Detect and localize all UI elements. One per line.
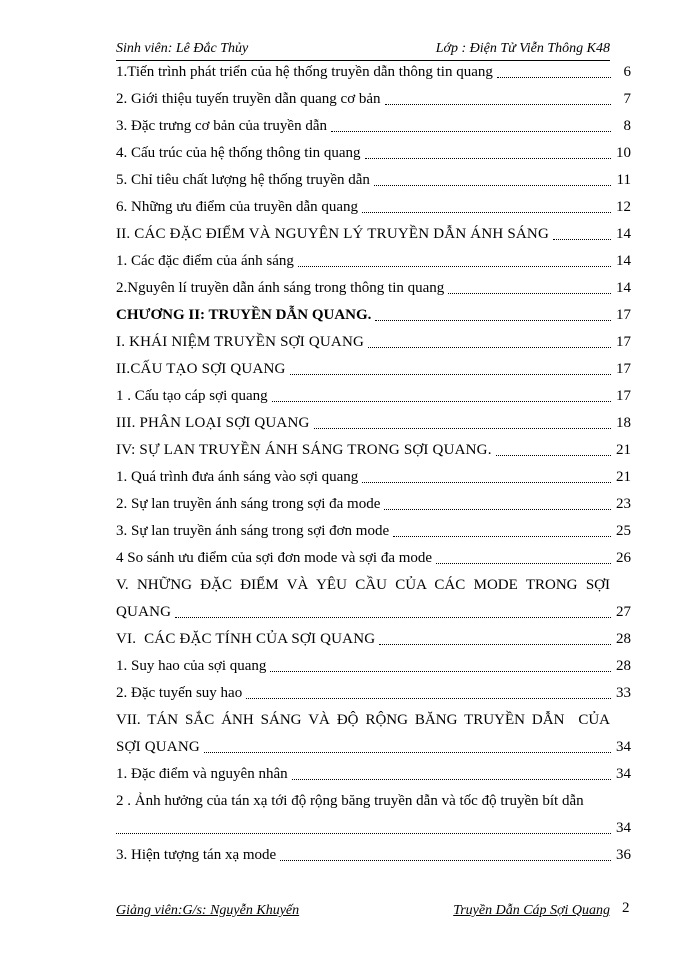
toc-entry[interactable] xyxy=(116,220,631,247)
toc-entry-page: 34 xyxy=(616,766,631,782)
toc-entry-page: 7 xyxy=(623,91,631,107)
header-student: Sinh viên: Lê Đắc Thủy xyxy=(116,41,249,56)
toc-entry[interactable] xyxy=(116,544,631,571)
toc-entry-title: 2. Sự lan truyền ánh sáng trong sợi đa mode xyxy=(116,496,381,512)
toc-entry-page: 17 xyxy=(616,307,631,323)
toc-entry[interactable] xyxy=(116,706,631,760)
toc-chapter-entry[interactable] xyxy=(116,301,631,328)
toc-entry-title: 5. Chỉ tiêu chất lượng hệ thống truyền dẫn xyxy=(116,172,370,188)
footer-lecturer: Giảng viên:G/s: Nguyễn Khuyến xyxy=(116,903,300,918)
toc-entry[interactable] xyxy=(116,625,631,652)
dot-leader xyxy=(116,833,611,834)
dot-leader xyxy=(298,266,611,267)
toc-entry-title-line1: V. NHỮNG ĐẶC ĐIỂM VÀ YÊU CẦU CỦA CÁC MODE TRONG SỢI xyxy=(116,577,610,593)
toc-entry-title: 2.Nguyên lí truyền dẫn ánh sáng trong thông tin quang xyxy=(116,280,445,296)
toc-entry-title: III. PHÂN LOẠI SỢI QUANG xyxy=(116,415,310,431)
toc-entry[interactable] xyxy=(116,166,631,193)
toc-entry-title: 4 So sánh ưu điểm của sợi đơn mode và sợi đa mode xyxy=(116,550,433,566)
toc-entry-title: 2. Đặc tuyến suy hao xyxy=(116,685,243,701)
toc-entry-title: CHƯƠNG II: TRUYỀN DẪN QUANG. xyxy=(116,307,372,323)
toc-entry-title: 1. Đặc điểm và nguyên nhân xyxy=(116,766,288,782)
toc-entry-title: I. KHÁI NIỆM TRUYỀN SỢI QUANG xyxy=(116,334,365,350)
header-class: Lớp : Điện Tử Viễn Thông K48 xyxy=(435,41,610,56)
toc-entry-page: 12 xyxy=(616,199,631,215)
toc-entry-title-line1: VII. TÁN SẮC ÁNH SÁNG VÀ ĐỘ RỘNG BĂNG TRUYỀN DẪN CỦA xyxy=(116,712,610,728)
toc-entry[interactable] xyxy=(116,139,631,166)
toc-entry[interactable] xyxy=(116,112,631,139)
toc-entry[interactable] xyxy=(116,760,631,787)
toc-entry-page: 28 xyxy=(616,631,631,647)
toc-entry-page: 34 xyxy=(616,739,631,755)
toc-entry-title: SỢI QUANG xyxy=(116,739,200,755)
toc-entry-title: 1. Các đặc điểm của ánh sáng xyxy=(116,253,294,269)
dot-leader xyxy=(393,536,611,537)
toc-entry[interactable] xyxy=(116,841,631,868)
dot-leader xyxy=(362,212,611,213)
toc-entry[interactable] xyxy=(116,355,631,382)
dot-leader xyxy=(385,104,611,105)
toc-entry[interactable] xyxy=(116,787,631,841)
footer-subject: Truyền Dẫn Cáp Sợi Quang xyxy=(453,903,610,918)
dot-leader xyxy=(375,320,611,321)
toc-entry[interactable] xyxy=(116,85,631,112)
toc-entry[interactable] xyxy=(116,517,631,544)
toc-entry-page: 18 xyxy=(616,415,631,431)
page-number: 2 xyxy=(622,900,630,916)
toc-entry[interactable] xyxy=(116,274,631,301)
dot-leader xyxy=(436,563,611,564)
table-of-contents xyxy=(116,58,631,868)
page-footer xyxy=(116,900,630,920)
dot-leader xyxy=(374,185,611,186)
toc-entry-page: 17 xyxy=(616,334,631,350)
dot-leader xyxy=(246,698,611,699)
dot-leader xyxy=(362,482,611,483)
toc-entry-page: 25 xyxy=(616,523,631,539)
toc-entry-page: 6 xyxy=(623,64,631,80)
toc-entry-title: IV: SỰ LAN TRUYỀN ÁNH SÁNG TRONG SỢI QUANG. xyxy=(116,442,492,458)
toc-entry-page: 26 xyxy=(616,550,631,566)
toc-entry-title: 6. Những ưu điểm của truyền dẫn quang xyxy=(116,199,359,215)
toc-entry-title: QUANG xyxy=(116,604,172,620)
toc-entry-title: II.CẤU TẠO SỢI QUANG xyxy=(116,361,286,377)
toc-entry[interactable] xyxy=(116,58,631,85)
toc-entry-page: 14 xyxy=(616,226,631,242)
dot-leader xyxy=(290,374,611,375)
toc-entry-page: 8 xyxy=(623,118,631,134)
toc-entry-title: 3. Đặc trưng cơ bản của truyền dẫn xyxy=(116,118,327,134)
toc-entry[interactable] xyxy=(116,571,631,625)
toc-entry-page: 17 xyxy=(616,361,631,377)
toc-entry[interactable] xyxy=(116,490,631,517)
toc-entry-title: 1 . Cấu tạo cáp sợi quang xyxy=(116,388,268,404)
dot-leader xyxy=(368,347,611,348)
toc-entry[interactable] xyxy=(116,328,631,355)
toc-entry-page: 10 xyxy=(616,145,631,161)
toc-entry-page: 28 xyxy=(616,658,631,674)
dot-leader xyxy=(292,779,611,780)
dot-leader xyxy=(314,428,611,429)
toc-entry-page: 21 xyxy=(616,442,631,458)
toc-entry-page: 17 xyxy=(616,388,631,404)
toc-entry-title-line1: 2 . Ảnh hưởng của tán xạ tới độ rộng băng truyền dẫn và tốc độ truyền bít dẫn xyxy=(116,793,584,809)
dot-leader xyxy=(496,455,611,456)
toc-entry-title: 3. Sự lan truyền ánh sáng trong sợi đơn mode xyxy=(116,523,390,539)
toc-entry-page: 21 xyxy=(616,469,631,485)
toc-entry-title: 3. Hiện tượng tán xạ mode xyxy=(116,847,277,863)
toc-entry[interactable] xyxy=(116,436,631,463)
toc-entry-page: 14 xyxy=(616,280,631,296)
toc-entry-page: 36 xyxy=(616,847,631,863)
toc-entry-page: 27 xyxy=(616,604,631,620)
toc-entry-page: 34 xyxy=(616,820,631,836)
toc-entry-title: 4. Cấu trúc của hệ thống thông tin quang xyxy=(116,145,361,161)
dot-leader xyxy=(272,401,611,402)
dot-leader xyxy=(553,239,611,240)
dot-leader xyxy=(175,617,611,618)
toc-entry-page: 23 xyxy=(616,496,631,512)
toc-entry[interactable] xyxy=(116,193,631,220)
toc-entry[interactable] xyxy=(116,409,631,436)
dot-leader xyxy=(384,509,611,510)
toc-entry[interactable] xyxy=(116,463,631,490)
dot-leader xyxy=(497,77,611,78)
dot-leader xyxy=(331,131,611,132)
toc-entry-title: 2. Giới thiệu tuyến truyền dẫn quang cơ bản xyxy=(116,91,381,107)
dot-leader xyxy=(270,671,611,672)
dot-leader xyxy=(280,860,611,861)
toc-entry[interactable] xyxy=(116,382,631,409)
toc-entry[interactable] xyxy=(116,679,631,706)
dot-leader xyxy=(204,752,611,753)
dot-leader xyxy=(448,293,611,294)
toc-entry-title: 1. Suy hao của sợi quang xyxy=(116,658,267,674)
toc-entry-title: VI. CÁC ĐẶC TÍNH CỦA SỢI QUANG xyxy=(116,631,376,647)
toc-entry-title: 1. Quá trình đưa ánh sáng vào sợi quang xyxy=(116,469,359,485)
toc-entry[interactable] xyxy=(116,247,631,274)
toc-entry-page: 14 xyxy=(616,253,631,269)
dot-leader xyxy=(365,158,611,159)
toc-entry-title: 1.Tiến trình phát triển của hệ thống truyền dẫn thông tin quang xyxy=(116,64,493,80)
toc-entry-title: II. CÁC ĐẶC ĐIỂM VÀ NGUYÊN LÝ TRUYỀN DẪN ÁNH SÁNG xyxy=(116,226,549,242)
dot-leader xyxy=(379,644,611,645)
toc-entry-page: 11 xyxy=(616,172,631,188)
toc-entry[interactable] xyxy=(116,652,631,679)
toc-entry-page: 33 xyxy=(616,685,631,701)
